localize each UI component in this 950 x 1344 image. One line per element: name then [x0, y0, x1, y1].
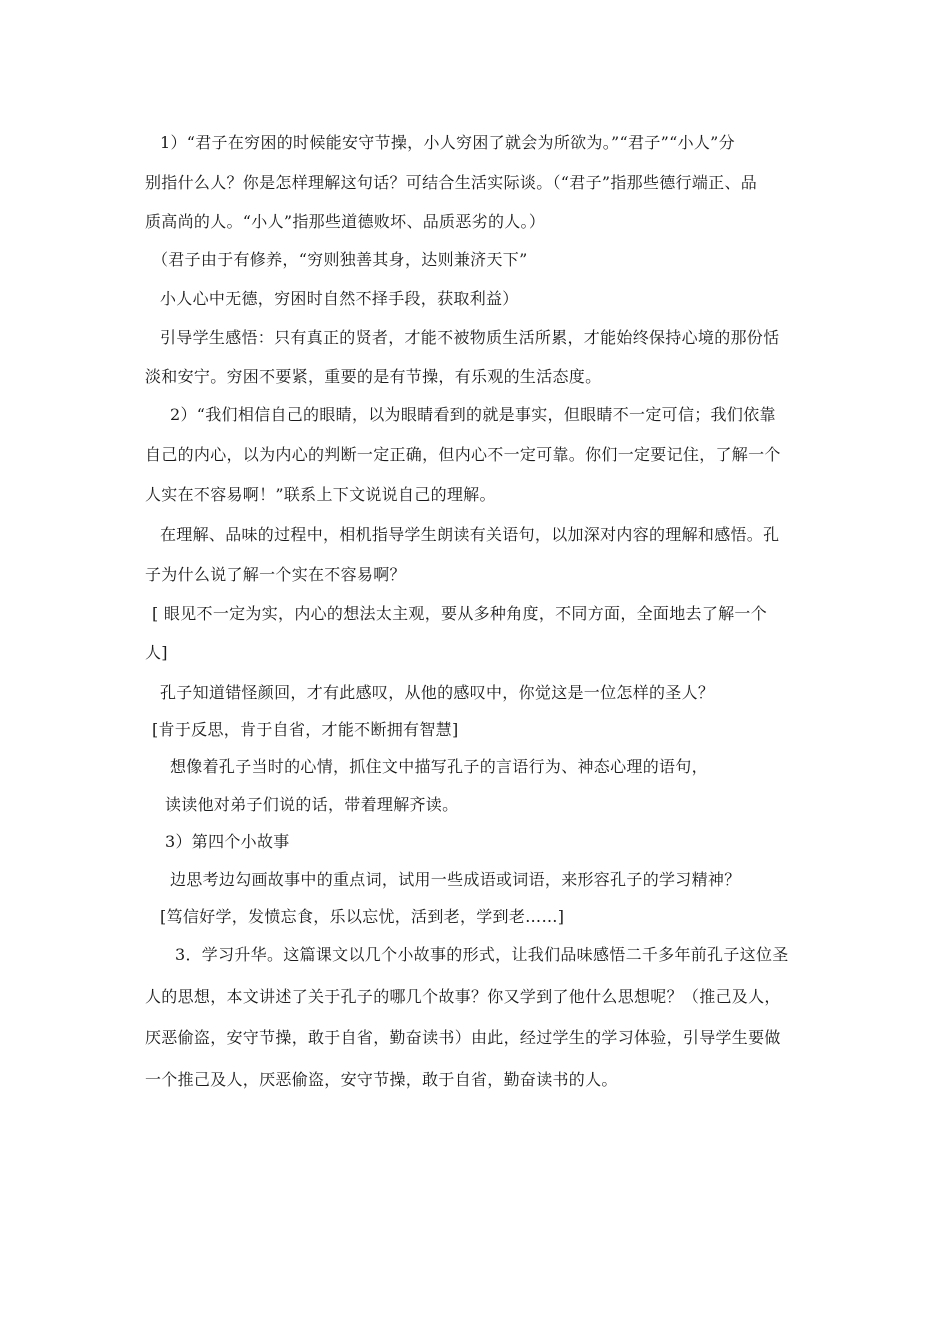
text-line: [笃信好学，发愤忘食，乐以忘忧，活到老，学到老……] — [160, 907, 565, 926]
text-line: 3）第四个小故事 — [165, 832, 290, 851]
text-line: 质高尚的人。“小人”指那些道德败坏、品质恶劣的人。） — [145, 212, 546, 231]
text-line: 引导学生感悟：只有真正的贤者，才能不被物质生活所累，才能始终保持心境的那份恬 — [160, 328, 780, 347]
text-line: [肯于反思，肯于自省，才能不断拥有智慧] — [152, 720, 459, 739]
text-line: 自己的内心，以为内心的判断一定正确，但内心不一定可靠。你们一定要记住，了解一个 — [145, 445, 781, 464]
text-line: 孔子知道错怪颜回，才有此感叹，从他的感叹中，你觉这是一位怎样的圣人？ — [160, 683, 715, 702]
text-line: 读读他对弟子们说的话，带着理解齐读。 — [165, 795, 459, 814]
text-line: （君子由于有修养，“穷则独善其身，达则兼济天下” — [152, 250, 528, 269]
text-line: 厌恶偷盗，安守节操，敢于自省，勤奋读书）由此，经过学生的学习体验，引导学生要做 — [145, 1028, 781, 1047]
text-line: 边思考边勾画故事中的重点词，试用一些成语或词语，来形容孔子的学习精神？ — [170, 870, 741, 889]
text-line: 人实在不容易啊！”联系上下文说说自己的理解。 — [145, 485, 496, 504]
text-line: 3．学习升华。这篇课文以几个小故事的形式，让我们品味感悟二千多年前孔子这位圣 — [175, 945, 789, 964]
text-line: 1）“君子在穷困的时候能安守节操，小人穷困了就会为所欲为。”“君子”“小人”分 — [160, 133, 735, 152]
text-line: 小人心中无德，穷困时自然不择手段，获取利益） — [160, 289, 519, 308]
text-line: 别指什么人？你是怎样理解这句话？可结合生活实际谈。（“君子”指那些德行端正、品 — [145, 173, 758, 192]
text-line: 淡和安宁。穷困不要紧，重要的是有节操，有乐观的生活态度。 — [145, 367, 602, 386]
text-line: 在理解、品味的过程中，相机指导学生朗读有关语句，以加深对内容的理解和感悟。孔 — [160, 525, 780, 544]
text-line: 子为什么说了解一个实在不容易啊？ — [145, 565, 406, 584]
text-line: [ 眼见不一定为实，内心的想法太主观，要从多种角度，不同方面，全面地去了解一个 — [152, 604, 768, 623]
text-line: 人的思想，本文讲述了关于孔子的哪几个故事？你又学到了他什么思想呢？（推己及人， — [145, 987, 781, 1006]
text-line: 一个推己及人，厌恶偷盗，安守节操，敢于自省，勤奋读书的人。 — [145, 1070, 618, 1089]
text-line: 人] — [145, 643, 168, 662]
text-line: 2）“我们相信自己的眼睛，以为眼睛看到的就是事实，但眼睛不一定可信；我们依靠 — [170, 405, 776, 424]
text-line: 想像着孔子当时的心情，抓住文中描写孔子的言语行为、神态心理的语句， — [170, 757, 708, 776]
